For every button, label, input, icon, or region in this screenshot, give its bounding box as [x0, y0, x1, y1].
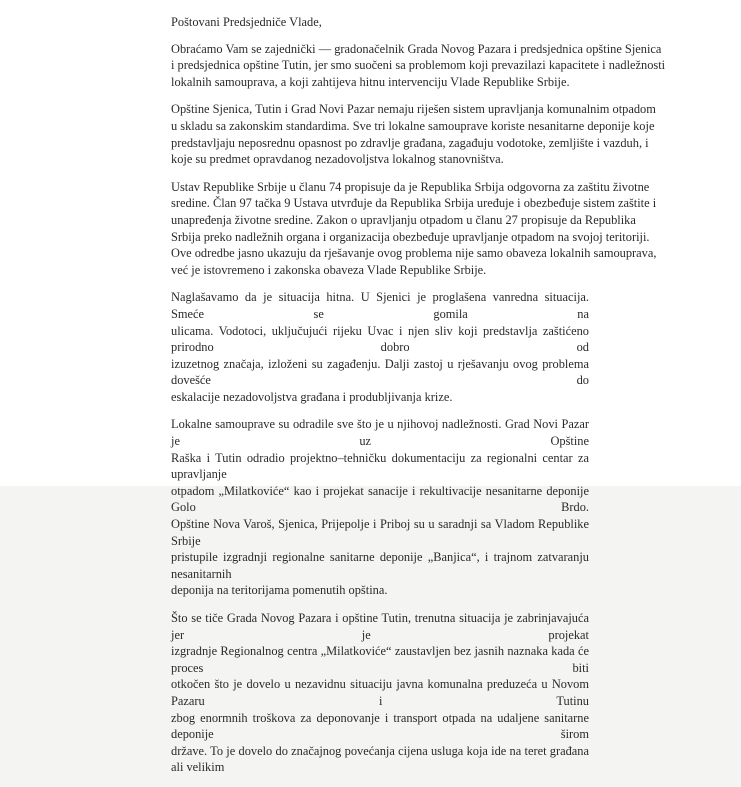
text-line: unapređenja životne sredine. Zakon o upravljanju otpadom u članu 27 propisuje da Republika	[171, 212, 636, 227]
text-line: Što se tiče Grada Novog Pazara i opštine Tutin, trenutna situacija je zabrinjavajuća jer je projekat	[171, 611, 589, 642]
text-line: Raška i Tutin odradio projektno–tehničku dokumentaciju za regionalni centar za upravljanje	[171, 450, 589, 482]
text-line: sredine. Član 97 tačka 9 Ustava utvrđuje da Republika Srbija uređuje i obezbeđuje sistem zaštite i	[171, 196, 657, 211]
text-line: Opštine Nova Varoš, Sjenica, Prijepolje i Priboj su u saradnji sa Vladom Republike Srbije	[171, 517, 589, 548]
letter-paragraph	[171, 289, 589, 405]
text-line: Opštine Sjenica, Tutin i Grad Novi Pazar nemaju riješen sistem upravljanja komunalnim otpadom	[171, 102, 656, 117]
text-line: izuzetnog značaja, izloženi su zagađenju. Dalji zastoj u rješavanju ovog problema dovešće do	[171, 356, 589, 388]
text-line: deponija na teritorijama pomenutih opština.	[171, 583, 388, 598]
letter-paragraph	[171, 179, 657, 279]
text-line: već je istovremeno i zakonska obaveza Vlade Republike Srbije.	[171, 262, 487, 277]
text-line: ulicama. Vodotoci, uključujući rijeku Uvac i njen sliv koji predstavlja zaštićeno prirodno dobro od	[171, 323, 589, 355]
text-line: izgradnje Regionalnog centra „Milatkoviće“ zaustavljen bez jasnih naznaka kada će proces biti	[171, 644, 589, 675]
text-line: Srbija preko nadležnih organa i organizacija obezbeđuje upravljanje otpadom na svojoj teritoriji.	[171, 229, 650, 244]
text-line: i predsjednica opštine Tutin, jer smo suočeni sa problemom koji prevazilazi kapacitete i nadležnosti	[171, 58, 666, 73]
text-line: otpadom „Milatkoviće“ kao i projekat sanacije i rekultivacije nesanitarne deponije Golo Brdo.	[171, 483, 589, 515]
letter-paragraph	[171, 101, 656, 167]
letter-greeting: Poštovani Predsjedniče Vlade,	[171, 15, 322, 29]
text-line: zbog enormnih troškova za deponovanje i transport otpada na udaljene sanitarne deponije širom	[171, 710, 589, 742]
text-line: otkočen što je dovelo u nezavidnu situaciju javna komunalna preduzeća u Novom Pazaru i Tutinu	[171, 677, 589, 708]
letter-paragraph	[171, 416, 589, 599]
text-line: eskalacije nezadovoljstva građana i produbljivanja krize.	[171, 389, 453, 404]
text-line: Obraćamo Vam se zajednički — gradonačelnik Grada Novog Pazara i predsjednica opštine Sjenica	[171, 41, 662, 56]
text-line: predstavljaju neposrednu opasnost po zdravlje građana, zagađuju vodotoke, zemljište i vazduh, i	[171, 135, 649, 150]
text-line: Naglašavamo da je situacija hitna. U Sjenici je proglašena vanredna situacija. Smeće se gomila na	[171, 290, 589, 321]
text-line: Ustav Republike Srbije u članu 74 propisuje da je Republika Srbija odgovorna za zaštitu životne	[171, 179, 650, 194]
letter-body	[171, 14, 666, 787]
text-line: pristupile izgradnji regionalne sanitarne deponije „Banjica“, i trajnom zatvaranju nesanitarnih	[171, 550, 589, 581]
letter-paragraphs	[171, 41, 666, 776]
text-line: države. To je dovelo do značajnog povećanja cijena usluga koja ide na teret građana ali velikim	[171, 743, 589, 775]
letter-paragraph	[171, 610, 589, 776]
text-line: Ove odredbe jasno ukazuju da rješavanje ovog problema nije samo obaveza lokalnih samouprava,	[171, 246, 657, 261]
text-line: lokalnih samouprava, a koji zahtijeva hitnu intervenciju Vlade Republike Srbije.	[171, 74, 570, 89]
text-line: Lokalne samouprave su odradile sve što je u njihovoj nadležnosti. Grad Novi Pazar je uz Opštine	[171, 417, 589, 449]
letter-paragraph	[171, 41, 666, 91]
text-line: u skladu sa zakonskim standardima. Sve tri lokalne samouprave koriste nesanitarne deponije koje	[171, 118, 655, 133]
text-line: koje su predmet opravdanog nezadovoljstva lokalnog stanovništva.	[171, 152, 504, 167]
